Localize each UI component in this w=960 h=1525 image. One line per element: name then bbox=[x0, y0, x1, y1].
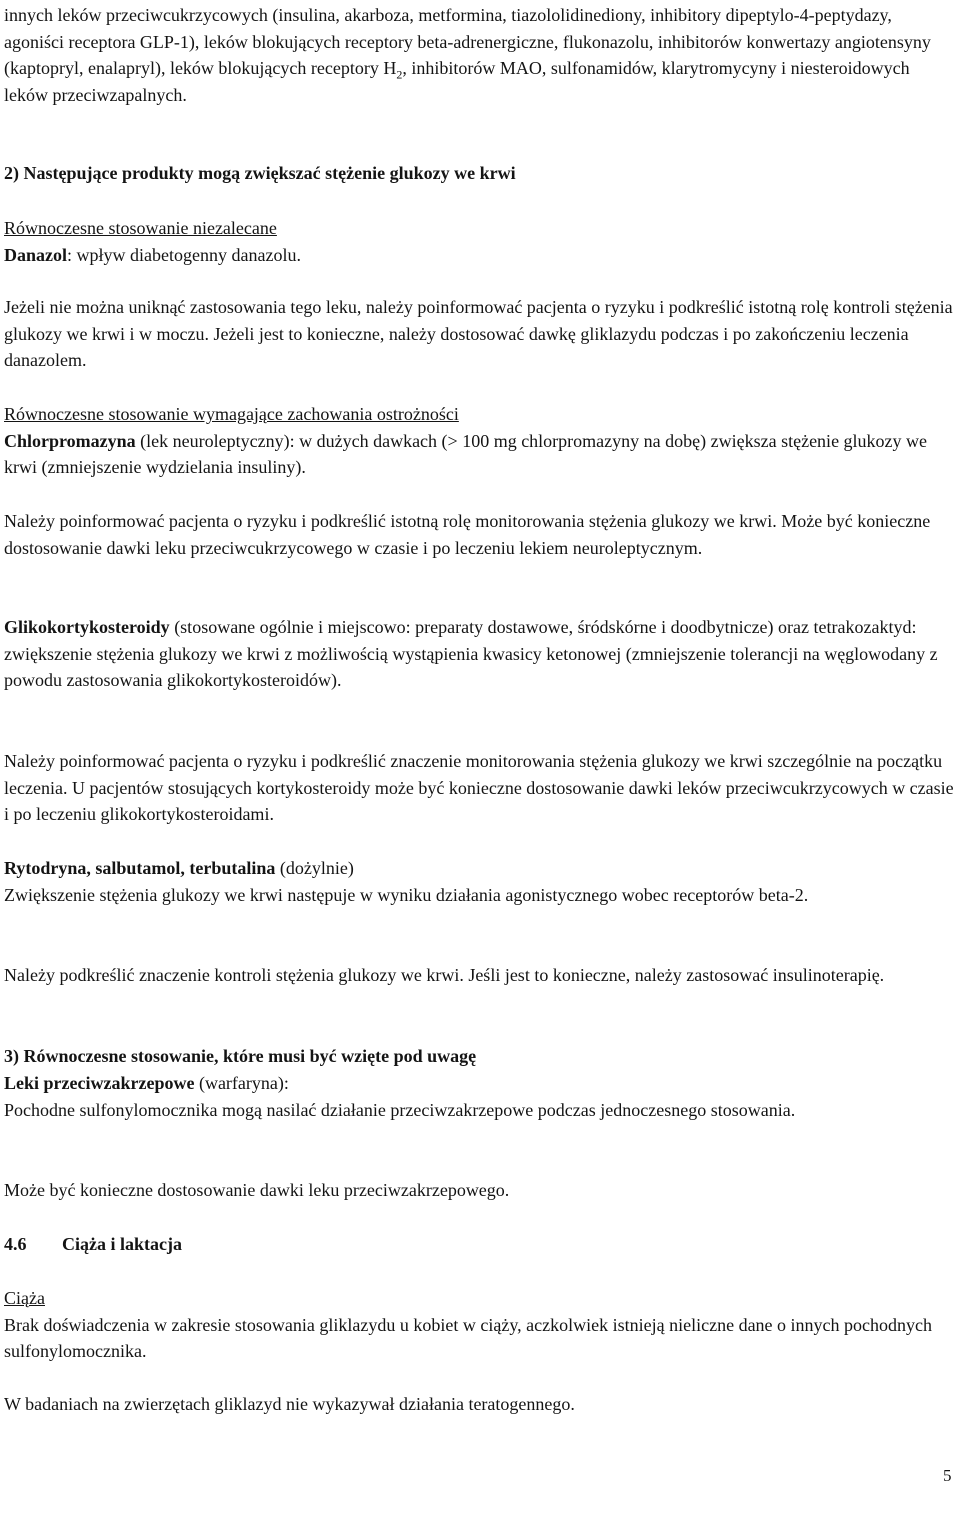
intro-text-end: , inhibitorów MAO, sulfonamidów, klarytromycyny i niesteroidowych leków przeciwzapalnych. bbox=[4, 58, 910, 106]
intro-text: innych leków przeciwcukrzycowych (insulina, akarboza, metformina, tiazololidinediony, inhibitory dipeptylo-4-peptydazy, agoniści receptora GLP-1), leków blokujących receptory beta-adrenergiczne, flukonazolu, inhibitorów konwertazy angiotensyny (kaptopryl, enalapryl), leków blokujących receptory H bbox=[4, 5, 931, 79]
caution-label: Równoczesne stosowanie wymagające zachowania ostrożności bbox=[4, 404, 459, 424]
chlorpromazine-advice: Należy poinformować pacjenta o ryzyku i podkreślić istotną rolę monitorowania stężenia glukozy we krwi. Może być konieczne dostosowanie dawki leku przeciwcukrzycowego w czasie i po leczeniu lekiem neuroleptycznym. bbox=[4, 511, 931, 558]
beta2-advice: Należy podkreślić znaczenie kontroli stężenia glukozy we krwi. Jeśli jest to konieczne, należy zastosować insulinoterapię. bbox=[4, 965, 885, 985]
section-title: Ciąża i laktacja bbox=[62, 1234, 182, 1254]
chlorpromazine-text: (lek neuroleptyczny): w dużych dawkach (> 100 mg chlorpromazyny na dobę) zwiększa stężenie glukozy we krwi (zmniejszenie wydzielania insuliny). bbox=[4, 430, 928, 478]
glucocorticoids-paragraph bbox=[4, 614, 954, 694]
caution-block bbox=[4, 401, 954, 481]
glucocorticoids-name: Glikokortykosteroidy bbox=[4, 617, 170, 637]
danazol-text: : wpływ diabetogenny danazolu. bbox=[67, 244, 301, 265]
not-recommended-block bbox=[4, 215, 954, 268]
pregnancy-text: Brak doświadczenia w zakresie stosowania gliklazydu u kobiet w ciąży, aczkolwiek istnieją nieliczne dane o innych pochodnych sulfonylomocznika. bbox=[4, 1314, 933, 1362]
pregnancy-block bbox=[4, 1285, 954, 1365]
not-recommended-label: Równoczesne stosowanie niezalecane bbox=[4, 218, 277, 238]
anticoagulants-effect: Pochodne sulfonylomocznika mogą nasilać działanie przeciwzakrzepowe podczas jednoczesnego stosowania. bbox=[4, 1099, 796, 1120]
subscript: 2 bbox=[396, 68, 403, 82]
beta2-route: (dożylnie) bbox=[275, 858, 354, 878]
section-3-heading: 3) Równoczesne stosowanie, które musi być wzięte pod uwagę bbox=[4, 1046, 477, 1066]
intro-paragraph bbox=[4, 2, 954, 109]
anticoagulants-advice: Może być konieczne dostosowanie dawki leku przeciwzakrzepowego. bbox=[4, 1180, 510, 1200]
beta2-text: Zwiększenie stężenia glukozy we krwi następuje w wyniku działania agonistycznego wobec receptorów beta-2. bbox=[4, 884, 809, 905]
beta2-paragraph bbox=[4, 855, 954, 908]
glucocorticoids-advice: Należy poinformować pacjenta o ryzyku i podkreślić znaczenie monitorowania stężenia glukozy we krwi szczególnie na początku leczenia. U pacjentów stosujących kortykosteroidy może być konieczne dostosowanie dawki leków przeciwcukrzycowych w czasie i po leczeniu glikokortykosteroidami. bbox=[4, 751, 954, 825]
pregnancy-label: Ciąża bbox=[4, 1288, 45, 1308]
danazol-name: Danazol bbox=[4, 244, 67, 265]
danazol-advice: Jeżeli nie można uniknąć zastosowania tego leku, należy poinformować pacjenta o ryzyku i podkreślić istotną rolę kontroli stężenia glukozy we krwi i w moczu. Jeżeli jest to konieczne, należy dostosować dawkę gliklazydu podczas i po zakończeniu leczenia danazolem. bbox=[4, 297, 953, 371]
animal-studies-paragraph: W badaniach na zwierzętach gliklazyd nie wykazywał działania teratogennego. bbox=[4, 1394, 575, 1414]
section-number: 4.6 bbox=[4, 1234, 27, 1254]
section-2-heading: 2) Następujące produkty mogą zwiększać stężenie glukozy we krwi bbox=[4, 163, 516, 183]
chlorpromazine-name: Chlorpromazyna bbox=[4, 430, 136, 451]
anticoagulants-paragraph bbox=[4, 1070, 954, 1123]
beta2-name: Rytodryna, salbutamol, terbutalina bbox=[4, 858, 276, 878]
anticoagulants-name: Leki przeciwzakrzepowe bbox=[4, 1073, 195, 1093]
anticoagulants-text: (warfaryna): bbox=[194, 1073, 289, 1093]
page-number: 5 bbox=[943, 1466, 952, 1485]
glucocorticoids-text: (stosowane ogólnie i miejscowo: preparaty dostawowe, śródskórne i doodbytnicze) oraz tetrakozaktyd: zwiększenie stężenia glukozy we krwi z możliwością wystąpienia kwasicy ketonowej (zmniejszenie tolerancji na węglowodany z powodu zastosowania glikokortykosteroidów). bbox=[4, 617, 938, 691]
section-4-6-heading bbox=[4, 1231, 954, 1258]
